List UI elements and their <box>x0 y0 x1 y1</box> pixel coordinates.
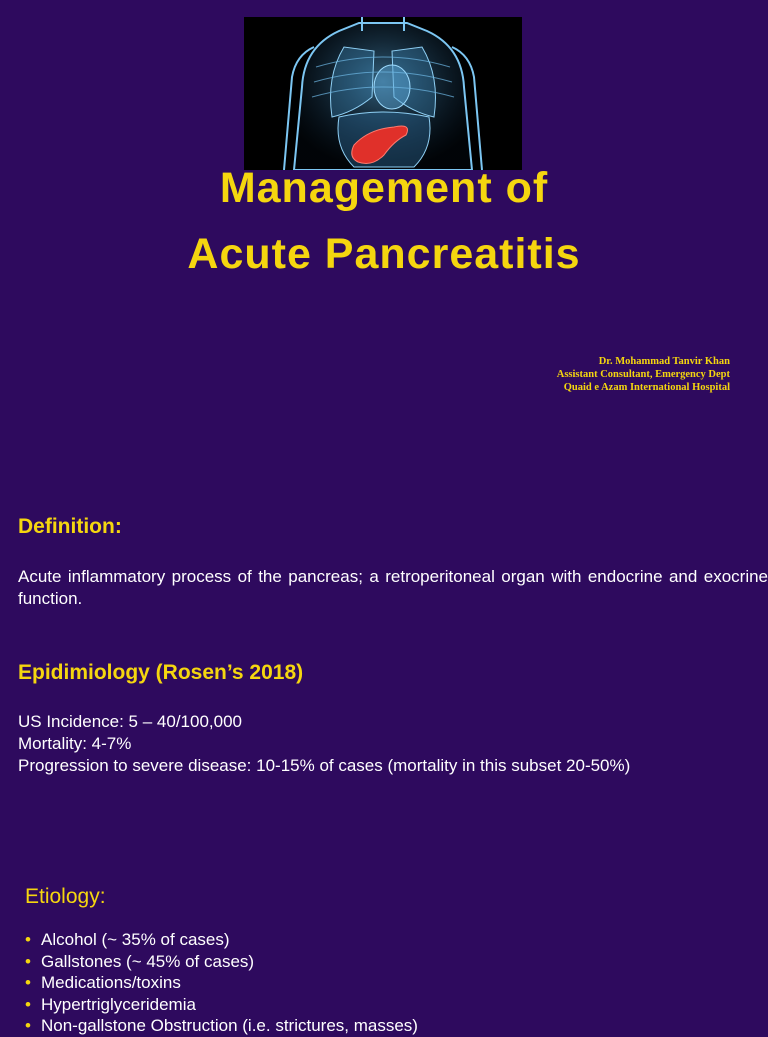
author-name: Dr. Mohammad Tanvir Khan <box>598 356 730 367</box>
bullet-icon: • <box>25 994 31 1014</box>
bullet-icon: • <box>25 930 31 949</box>
title-line-1: Management of <box>219 164 549 212</box>
epidemiology-line: Mortality: 4-7% <box>18 734 132 753</box>
list-item-text: Medications/toxins <box>41 973 181 992</box>
author-hospital: Quaid e Azam International Hospital <box>563 382 730 393</box>
list-item <box>25 972 418 994</box>
author-block <box>557 355 730 394</box>
epidemiology-line: US Incidence: 5 – 40/100,000 <box>18 712 242 731</box>
list-item <box>25 951 418 973</box>
epidemiology-heading: Epidimiology (Rosen’s 2018) <box>18 661 304 684</box>
list-item <box>25 1015 418 1037</box>
etiology-list <box>25 929 418 1037</box>
bullet-icon: • <box>25 973 31 992</box>
etiology-heading-text: Etiology: <box>25 885 106 908</box>
definition-text: Acute inflammatory process of the pancreas; a retroperitoneal organ with endocrine and exocrine function. <box>18 567 768 608</box>
bullet-icon: • <box>25 1016 31 1035</box>
list-item <box>25 929 418 951</box>
definition-heading: Definition: <box>18 515 122 538</box>
list-item-text: Hypertriglyceridemia <box>41 994 196 1014</box>
list-item-text: Gallstones (~ 45% of cases) <box>41 951 255 971</box>
list-item <box>25 994 418 1016</box>
title-line-2: Acute Pancreatitis <box>187 230 581 278</box>
epidemiology-lines <box>18 711 630 777</box>
torso-pancreas-xray-icon <box>244 17 522 170</box>
etiology-heading <box>25 885 106 909</box>
epidemiology-line: Progression to severe disease: 10-15% of cases (mortality in this subset 20-50%) <box>18 756 631 775</box>
list-item-text: Alcohol (~ 35% of cases) <box>41 930 230 949</box>
bullet-icon: • <box>25 951 31 971</box>
author-role: Assistant Consultant, Emergency Dept <box>556 369 730 380</box>
torso-pancreas-image <box>244 17 522 170</box>
list-item-text: Non-gallstone Obstruction (i.e. strictures, masses) <box>41 1016 418 1035</box>
